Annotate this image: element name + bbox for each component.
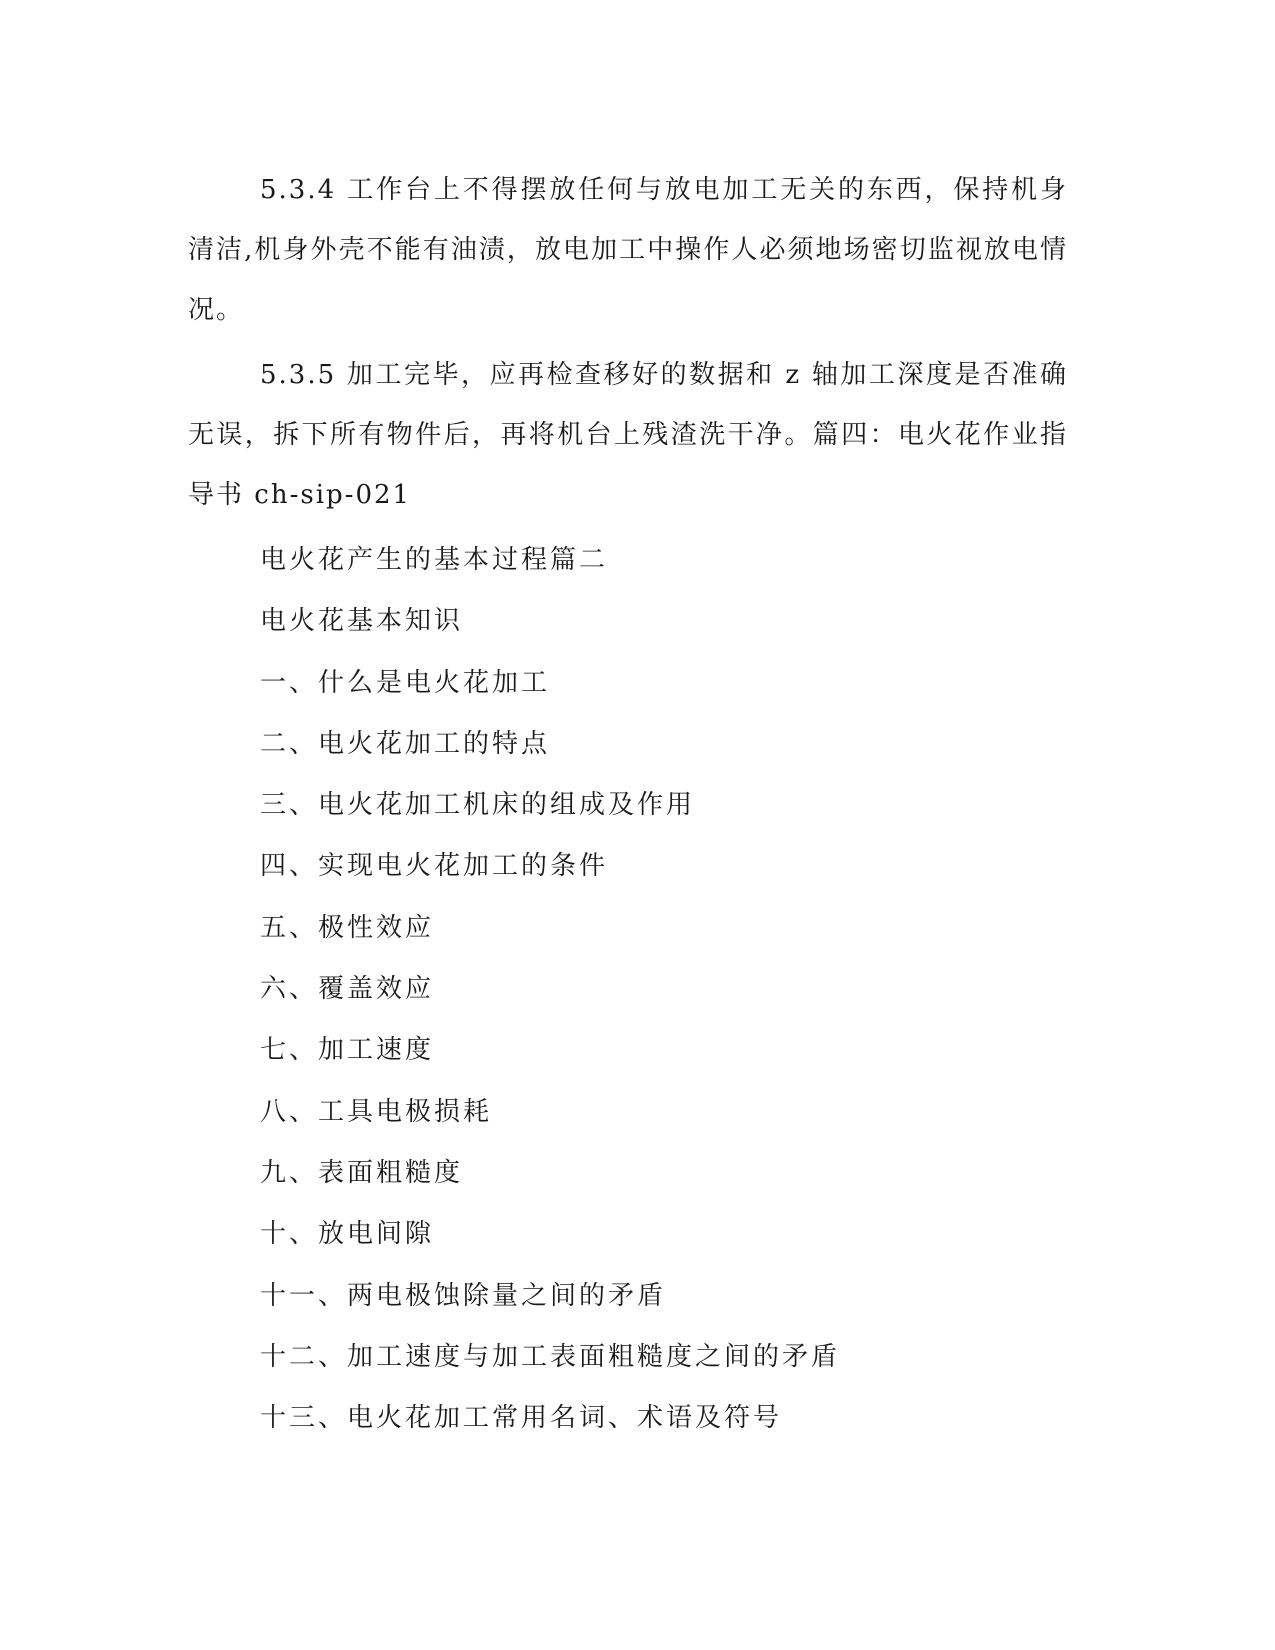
list-item: 十三、电火花加工常用名词、术语及符号 <box>260 1403 783 1434</box>
list-item: 三、电火花加工机床的组成及作用 <box>260 790 696 821</box>
paragraph-5-3-4: 5.3.4 工作台上不得摆放任何与放电加工无关的东西，保持机身清洁,机身外壳不能有油渍，放电加工中操作人必须地场密切监视放电情况。 <box>188 175 1068 325</box>
topic-list <box>260 530 840 1449</box>
paragraph-5-3-5: 5.3.5 加工完毕，应再检查移好的数据和 z 轴加工深度是否准确无误，拆下所有物件后，再将机台上残渣洗干净。篇四：电火花作业指导书 ch-sip-021 <box>188 360 1068 510</box>
list-item: 六、覆盖效应 <box>260 974 435 1005</box>
list-item: 十二、加工速度与加工表面粗糙度之间的矛盾 <box>260 1341 841 1372</box>
list-item: 十、放电间隙 <box>260 1219 435 1250</box>
list-item: 四、实现电火花加工的条件 <box>260 851 609 882</box>
list-item: 八、工具电极损耗 <box>260 1096 493 1127</box>
section-heading: 电火花产生的基本过程篇二 <box>260 545 609 575</box>
list-item: 二、电火花加工的特点 <box>260 728 551 759</box>
subsection-heading: 电火花基本知识 <box>260 606 464 637</box>
list-item: 五、极性效应 <box>260 912 435 943</box>
list-item: 十一、两电极蚀除量之间的矛盾 <box>260 1280 667 1311</box>
list-item: 七、加工速度 <box>260 1035 435 1066</box>
list-item: 一、什么是电火花加工 <box>260 667 551 698</box>
list-item: 九、表面粗糙度 <box>260 1157 464 1188</box>
